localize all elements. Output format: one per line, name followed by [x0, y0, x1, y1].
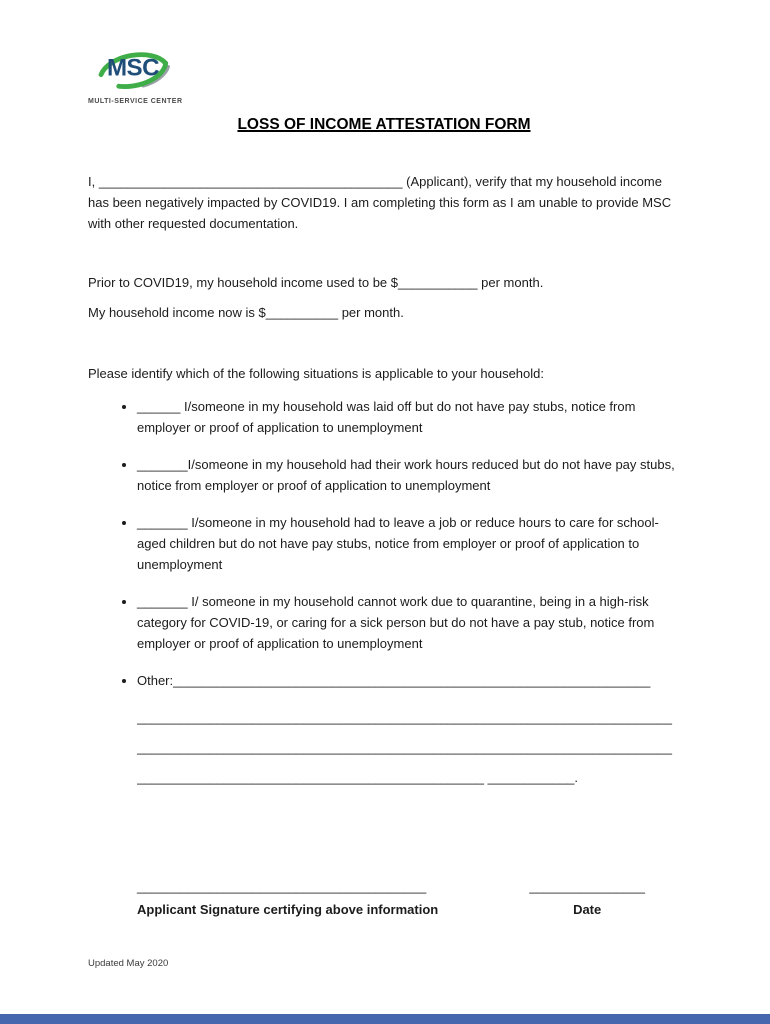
- date-line-blank[interactable]: ________________: [529, 879, 645, 894]
- other-continuation: [137, 707, 680, 788]
- date-column: [529, 876, 645, 920]
- applicant-name-blank[interactable]: __________________________________________: [98, 174, 403, 189]
- signature-section: [137, 876, 680, 920]
- updated-note: Updated May 2020: [88, 958, 169, 969]
- situation-blank[interactable]: _______: [137, 457, 188, 472]
- situation-text: I/someone in my household had to leave a job or reduce hours to care for school-aged children but do not have pay stubs, notice from employer or proof of application to unemployment: [137, 515, 659, 572]
- other-item: [137, 670, 680, 691]
- msc-logo-icon: [88, 40, 180, 96]
- other-line-blank[interactable]: ________________________________________________ ____________.: [137, 770, 579, 785]
- intro-text: (Applicant), verify that my household income has been negatively impacted by COVID19. I am completing this form as I am unable to provide MSC with other requested documentation.: [88, 174, 672, 231]
- situation-text: I/ someone in my household cannot work due to quarantine, being in a high-risk category for COVID-19, or caring for a sick person but do not have a pay stub, notice from employer or proof of application to unemployment: [137, 594, 655, 651]
- intro-paragraph: [88, 171, 680, 234]
- current-income-suffix: per month.: [341, 305, 404, 320]
- form-title: LOSS OF INCOME ATTESTATION FORM: [237, 116, 531, 133]
- situation-blank[interactable]: ______: [137, 399, 181, 414]
- situation-text: I/someone in my household had their work hours reduced but do not have pay stubs, notice from employer or proof of application to unemployment: [137, 457, 675, 493]
- situation-text: I/someone in my household was laid off but do not have pay stubs, notice from employer or proof of application to unemployment: [137, 399, 636, 435]
- msc-logo: [88, 40, 183, 106]
- signature-line-blank[interactable]: ________________________________________: [137, 879, 427, 894]
- situations-prompt: Please identify which of the following situations is applicable to your household:: [88, 366, 544, 381]
- current-income-line: [88, 302, 680, 323]
- situation-item: [137, 512, 680, 575]
- current-income-text: My household income now is $: [88, 305, 266, 320]
- prior-income-blank[interactable]: ___________: [398, 275, 478, 290]
- msc-logo-text: MSC: [106, 54, 160, 82]
- current-income-blank[interactable]: __________: [265, 305, 339, 320]
- other-blank[interactable]: __________________________________________________________________: [173, 673, 651, 688]
- other-line-blank[interactable]: __________________________________________________________________________: [137, 710, 673, 725]
- date-label: Date: [573, 902, 602, 917]
- other-line-blank[interactable]: __________________________________________________________________________: [137, 740, 673, 755]
- situation-item: [137, 454, 680, 496]
- msc-logo-subtext: MULTI-SERVICE CENTER: [88, 98, 183, 105]
- situation-item: [137, 396, 680, 438]
- signature-label: Applicant Signature certifying above information: [137, 902, 439, 917]
- prior-income-text: Prior to COVID19, my household income used to be $: [88, 275, 398, 290]
- signature-column: [137, 876, 438, 920]
- situation-blank[interactable]: _______: [137, 515, 188, 530]
- intro-prefix: I,: [88, 174, 96, 189]
- bottom-bar: [0, 1014, 770, 1024]
- situations-list: [88, 396, 680, 691]
- situation-item: [137, 591, 680, 654]
- situation-blank[interactable]: _______: [137, 594, 188, 609]
- prior-income-line: [88, 272, 680, 293]
- prior-income-suffix: per month.: [481, 275, 544, 290]
- other-label: Other:: [137, 673, 174, 688]
